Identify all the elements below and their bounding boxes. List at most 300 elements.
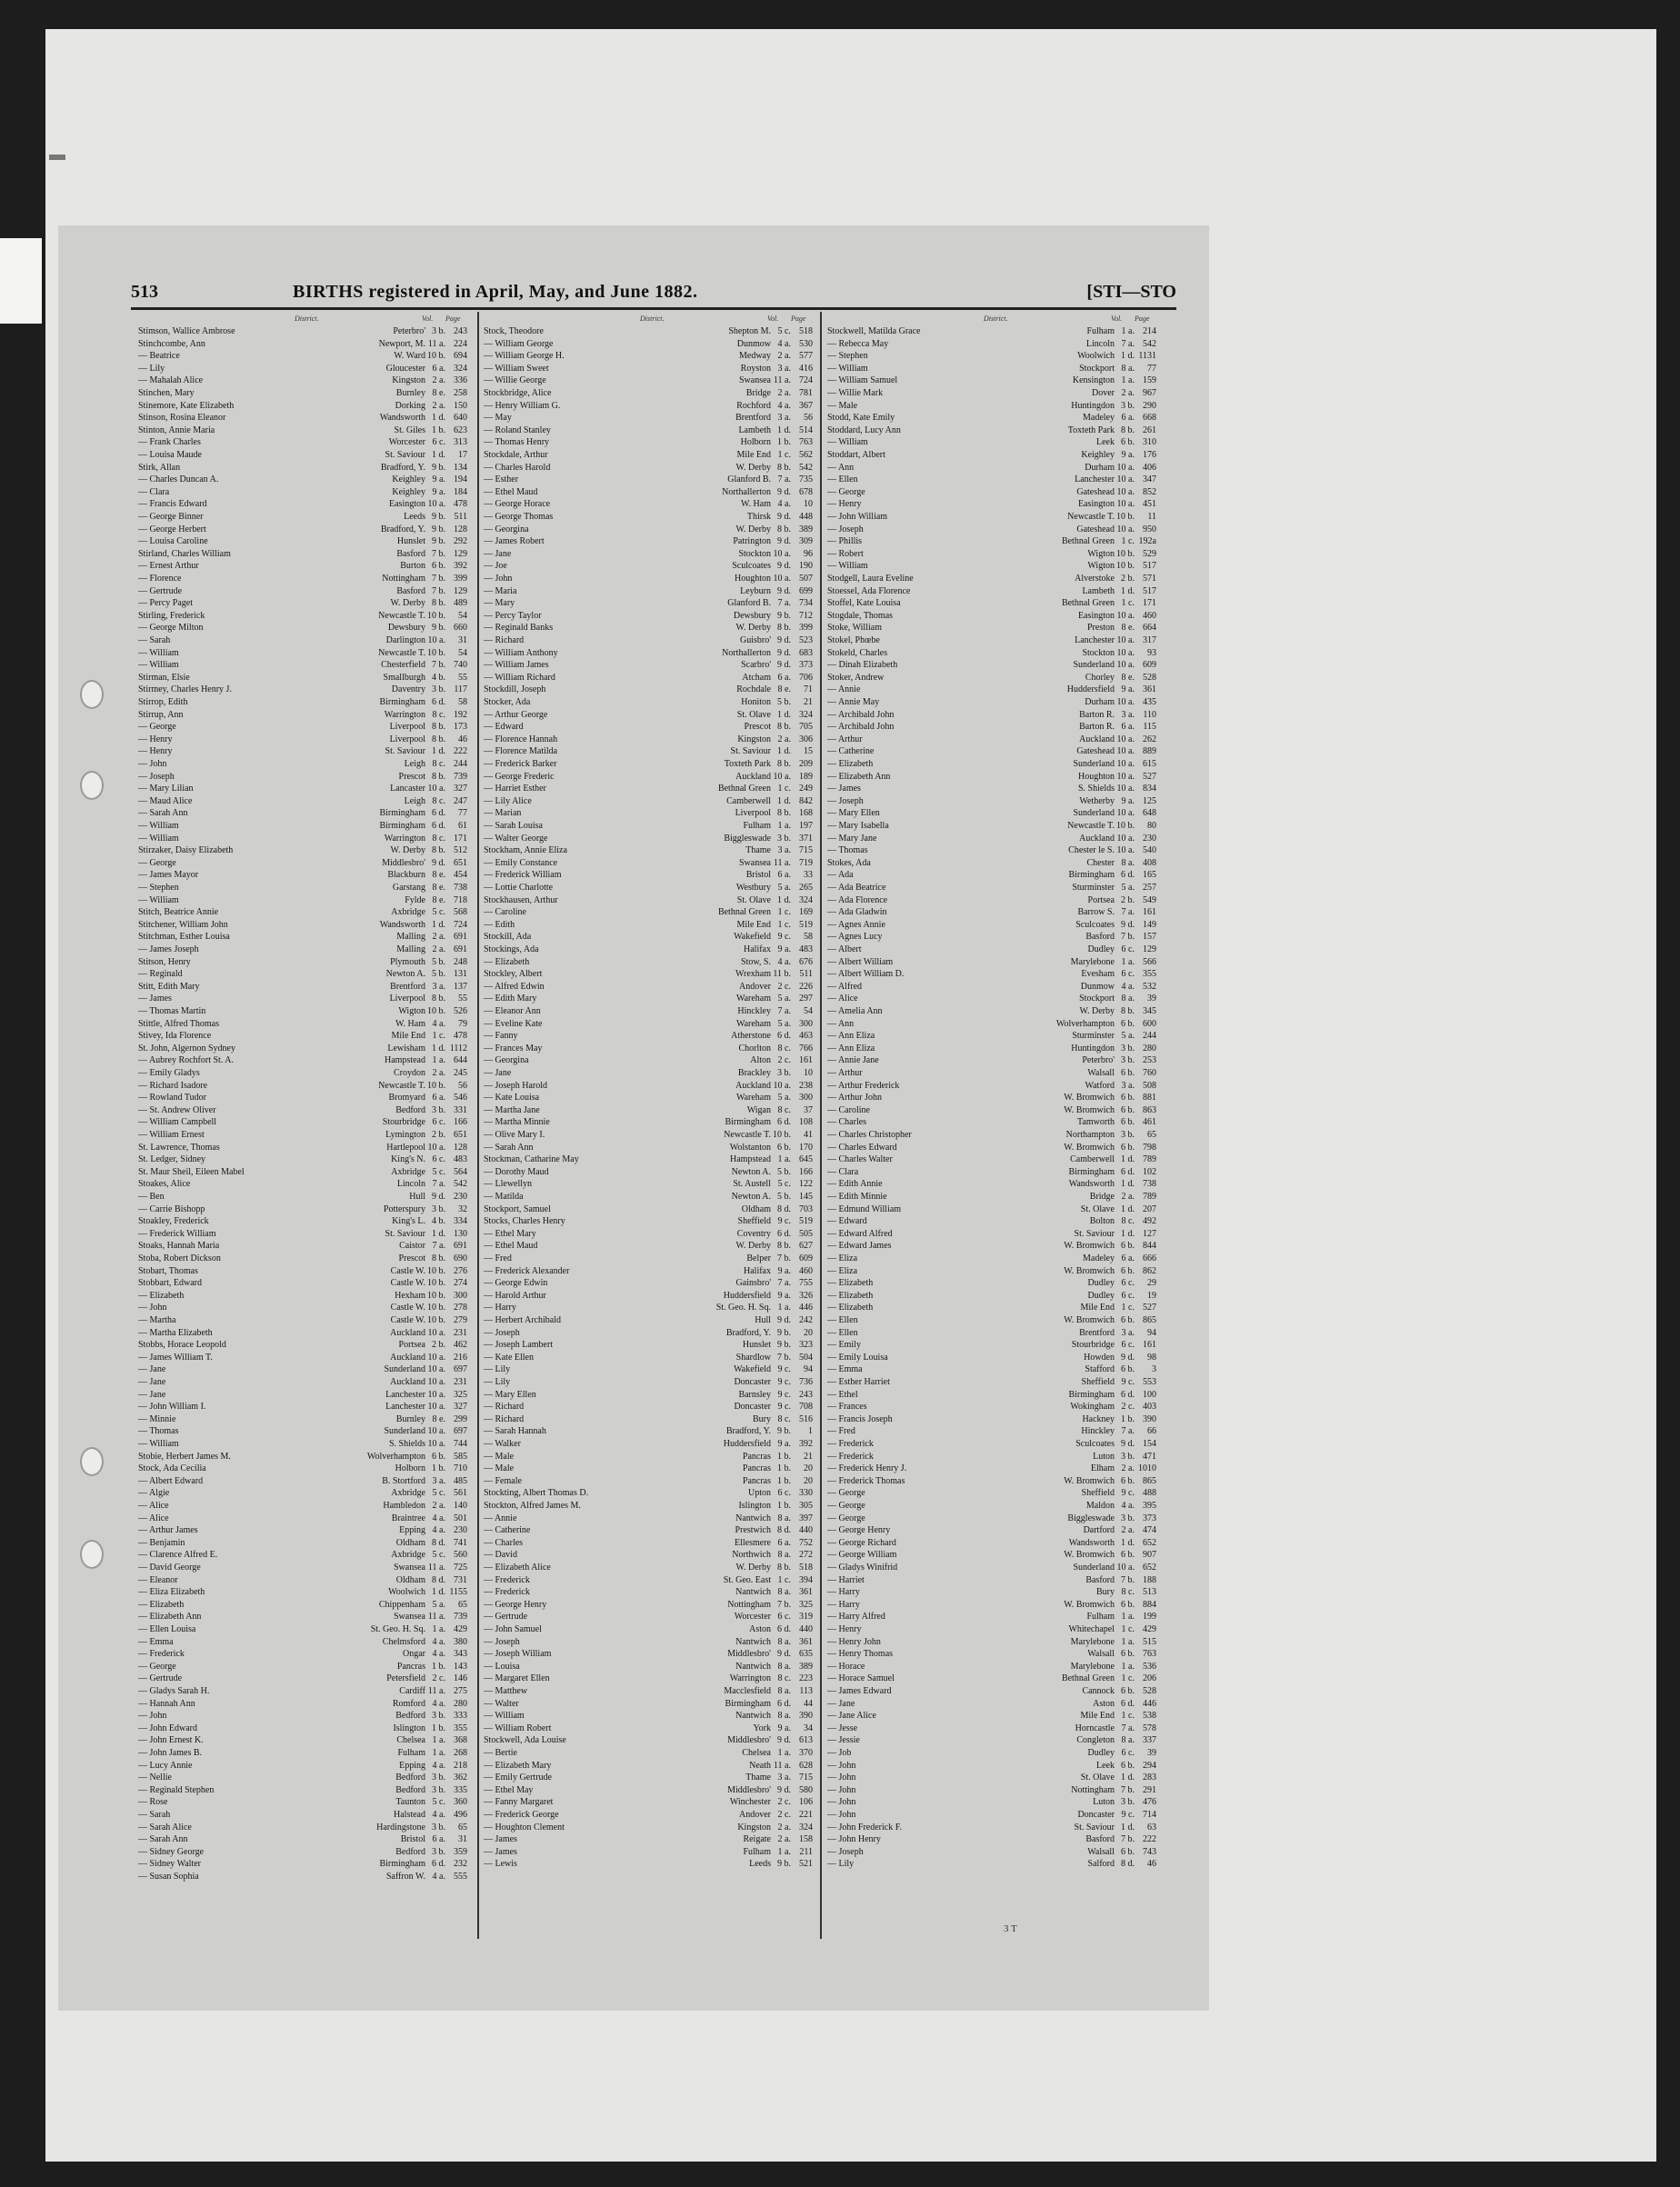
entry-page: 157	[1143, 932, 1156, 943]
entry-district: Chorlton	[738, 1043, 771, 1054]
register-entry	[484, 1537, 813, 1549]
entry-page: 317	[1143, 635, 1156, 645]
entry-district: Huntingdon	[1071, 1043, 1115, 1054]
entry-volume: 3 b.	[432, 1784, 445, 1795]
entry-volume: 9 d.	[777, 1735, 791, 1746]
entry-name: — Carrie Bishopp	[138, 1203, 205, 1214]
entry-volume: 10 a.	[427, 1377, 445, 1387]
entry-volume: 10 a.	[427, 1439, 445, 1449]
entry-page: 106	[799, 1797, 813, 1808]
entry-district: Middlesbro'	[382, 857, 425, 868]
entry-volume: 9 c.	[1121, 1810, 1135, 1820]
entry-volume: 8 b.	[432, 722, 445, 733]
entry-district: Leek	[1096, 1760, 1115, 1771]
entry-district: Newport, M.	[378, 338, 425, 349]
entry-volume: 8 b.	[432, 994, 445, 1004]
entry-district: Biggleswade	[1067, 1513, 1115, 1523]
register-entry	[827, 1363, 1156, 1375]
entry-name: — Ellen	[827, 1327, 858, 1338]
entry-district: Bethnal Green	[717, 784, 771, 794]
entry-district: Tamworth	[1077, 1117, 1115, 1128]
entry-volume: 6 b.	[1121, 1686, 1135, 1696]
entry-name: — Frederick	[827, 1439, 874, 1449]
entry-district: Garstang	[392, 883, 425, 893]
entry-name: — Alfred	[827, 981, 863, 992]
entry-volume: 6 b.	[1121, 1649, 1135, 1660]
register-entry	[138, 1562, 467, 1573]
register-entry	[484, 1005, 813, 1017]
entry-district: Prescot	[398, 1253, 425, 1263]
register-entry	[484, 1648, 813, 1660]
entry-volume: 1 c.	[1121, 1624, 1135, 1634]
register-entry	[484, 1116, 813, 1128]
entry-page: 683	[799, 647, 813, 658]
register-entry	[138, 1809, 467, 1821]
entry-volume: 6 a.	[1121, 722, 1135, 733]
entry-district: W. Derby	[735, 524, 771, 534]
register-entry	[827, 833, 1156, 844]
entry-name: — Annie May	[827, 697, 880, 707]
entry-page: 645	[799, 1154, 813, 1165]
entry-volume: 6 c.	[432, 437, 445, 448]
register-entry	[484, 1228, 813, 1240]
register-entry	[138, 758, 467, 770]
entry-name: — Joseph	[827, 1846, 864, 1857]
entry-page: 253	[1143, 1055, 1156, 1066]
entry-volume: 10 a.	[1116, 660, 1135, 671]
entry-district: Bury	[753, 1413, 771, 1424]
entry-volume: 3 a.	[777, 413, 791, 424]
register-entry	[138, 1352, 467, 1363]
entry-district: Halstead	[394, 1810, 425, 1820]
entry-name: Stoakes, Alice	[138, 1179, 191, 1190]
entry-name: — John William I.	[138, 1402, 206, 1413]
entry-page: 852	[1143, 486, 1156, 497]
entry-volume: 1 a.	[432, 1748, 445, 1758]
entry-name: Stittle, Alfred Thomas	[138, 1018, 219, 1029]
entry-district: Swansea	[739, 375, 771, 386]
register-entry	[484, 1685, 813, 1697]
entry-page: 714	[1143, 1810, 1156, 1820]
register-entry	[138, 1661, 467, 1673]
entry-district: Castle W.	[390, 1303, 425, 1313]
entry-page: 218	[454, 1760, 467, 1771]
entry-page: 640	[454, 413, 467, 424]
entry-name: — Henry William G.	[484, 400, 561, 411]
entry-page: 169	[799, 907, 813, 918]
entry-district: Wandsworth	[1068, 1537, 1115, 1548]
register-entry	[827, 1438, 1156, 1450]
register-entry	[138, 350, 467, 362]
entry-volume: 1 b.	[777, 1463, 791, 1474]
register-entry	[827, 1574, 1156, 1586]
entry-volume: 2 a.	[1121, 1463, 1135, 1474]
entry-page: 46	[458, 734, 467, 744]
entry-page: 55	[458, 994, 467, 1004]
entry-volume: 1 a.	[777, 821, 791, 831]
entry-page: 889	[1143, 746, 1156, 757]
entry-volume: 10 a.	[427, 1327, 445, 1338]
entry-district: Wigton	[398, 1006, 425, 1016]
entry-page: 724	[799, 375, 813, 386]
entry-volume: 6 d.	[432, 821, 445, 831]
entry-name: — Frederick	[484, 1574, 530, 1585]
entry-district: Durham	[1085, 462, 1115, 473]
entry-district: Halifax	[744, 1265, 771, 1276]
entry-volume: 10 a.	[773, 771, 791, 782]
register-entry	[484, 1153, 813, 1165]
entry-page: 542	[799, 462, 813, 473]
entry-page: 706	[799, 672, 813, 683]
register-entry	[484, 931, 813, 943]
entry-district: St. Saviour	[385, 450, 425, 460]
entry-name: — Louisa Caroline	[138, 536, 208, 547]
entry-district: Rochdale	[736, 684, 771, 695]
entry-district: Bradford, Y.	[380, 462, 425, 473]
entry-name: — Frederick George	[484, 1810, 559, 1820]
entry-name: — Beatrice	[138, 351, 180, 362]
entry-volume: 8 e.	[432, 1413, 445, 1424]
entry-volume: 5 a.	[1121, 1031, 1135, 1042]
entry-name: — William	[827, 363, 868, 374]
entry-district: Swansea	[394, 1612, 425, 1623]
entry-name: — Willie Mark	[827, 388, 884, 398]
entry-name: — George	[138, 722, 176, 733]
entry-volume: 3 b.	[777, 1068, 791, 1078]
entry-volume: 6 a.	[1121, 1253, 1135, 1263]
entry-page: 207	[1143, 1203, 1156, 1214]
entry-district: Birmingham	[1068, 1389, 1115, 1400]
register-entry	[827, 1698, 1156, 1710]
entry-page: 865	[1143, 1315, 1156, 1325]
entry-district: Auckland	[390, 1327, 425, 1338]
entry-page: 555	[454, 1872, 467, 1882]
entry-district: Nantwich	[735, 1661, 771, 1672]
entry-page: 408	[1143, 857, 1156, 868]
entry-district: Brentford	[390, 981, 425, 992]
entry-name: — James	[138, 994, 172, 1004]
entry-name: — William George H.	[484, 351, 565, 362]
entry-district: Castle W.	[390, 1278, 425, 1289]
entry-district: Shardlow	[735, 1352, 771, 1363]
entry-district: Newcastle T.	[724, 1130, 771, 1140]
entry-name: — Richard	[484, 635, 525, 645]
entry-volume: 1 d.	[777, 795, 791, 806]
entry-page: 1131	[1138, 351, 1156, 362]
entry-page: 283	[1143, 1773, 1156, 1783]
register-entry	[827, 1513, 1156, 1524]
register-entry	[138, 374, 467, 386]
entry-volume: 6 c.	[777, 1488, 791, 1499]
entry-district: Prescot	[744, 722, 771, 733]
entry-volume: 9 d.	[777, 660, 791, 671]
entry-district: Newcastle T.	[1067, 821, 1115, 831]
register-entry	[138, 424, 467, 436]
entry-volume: 8 a.	[777, 1587, 791, 1598]
register-entry	[138, 931, 467, 943]
entry-page: 736	[799, 1377, 813, 1387]
entry-name: — Eleanor	[138, 1574, 178, 1585]
entry-page: 280	[1143, 1043, 1156, 1054]
register-entry	[484, 1475, 813, 1487]
entry-name: — Robert	[827, 548, 864, 559]
entry-name: — William	[827, 437, 868, 448]
register-entry	[138, 610, 467, 622]
entry-page: 403	[1143, 1402, 1156, 1413]
entry-district: Dudley	[1087, 1748, 1115, 1758]
entry-volume: 8 b.	[777, 1241, 791, 1252]
entry-page: 110	[1143, 709, 1156, 720]
entry-name: Stoke, William	[827, 623, 882, 634]
entry-name: — Joseph William	[484, 1649, 552, 1660]
entry-volume: 2 a.	[1121, 388, 1135, 398]
entry-page: 54	[458, 610, 467, 621]
register-entry	[484, 1673, 813, 1684]
entry-volume: 1 a.	[777, 1748, 791, 1758]
entry-name: — Dinah Elizabeth	[827, 660, 898, 671]
entry-district: Nantwich	[735, 1636, 771, 1647]
entry-page: 392	[799, 1439, 813, 1449]
entry-volume: 9 d.	[777, 512, 791, 522]
entry-district: Sunderland	[384, 1426, 425, 1437]
entry-name: — Edith Annie	[827, 1179, 883, 1190]
entry-name: — Houghton Clement	[484, 1822, 565, 1832]
entry-name: — Percy Paget	[138, 598, 193, 609]
entry-name: — Gladys Sarah H.	[138, 1686, 210, 1696]
register-entry	[827, 535, 1156, 547]
entry-district: Prestwich	[735, 1525, 771, 1536]
entry-name: — Mary Ellen	[827, 808, 880, 819]
entry-page: 244	[1143, 1031, 1156, 1042]
register-entry	[827, 1760, 1156, 1772]
register-entry	[827, 511, 1156, 523]
entry-district: Hunslet	[742, 1340, 771, 1351]
entry-district: Stafford	[1085, 1364, 1115, 1375]
register-entry	[138, 436, 467, 448]
register-entry	[138, 1030, 467, 1042]
entry-volume: 6 b.	[1121, 1142, 1135, 1153]
page-header	[131, 282, 1176, 309]
entry-page: 540	[1143, 845, 1156, 856]
entry-district: Howden	[1084, 1352, 1115, 1363]
entry-name: — Joseph	[484, 1327, 520, 1338]
entry-volume: 8 a.	[777, 1686, 791, 1696]
entry-volume: 10 a.	[427, 499, 445, 510]
entry-name: — Frederick Henry J.	[827, 1463, 907, 1474]
entry-volume: 10 a.	[1116, 734, 1135, 744]
entry-name: — Susan Sophia	[138, 1872, 199, 1882]
entry-page: 648	[1143, 808, 1156, 819]
entry-volume: 9 a.	[777, 1290, 791, 1301]
register-entry	[484, 1215, 813, 1227]
entry-district: Middlesbro'	[727, 1649, 771, 1660]
register-entry	[484, 387, 813, 399]
register-entry	[827, 1487, 1156, 1499]
entry-volume: 9 b.	[432, 512, 445, 522]
entry-page: 448	[799, 512, 813, 522]
entry-volume: 1 c.	[1121, 598, 1135, 609]
entry-page: 56	[458, 1080, 467, 1091]
entry-page: 512	[454, 845, 467, 856]
entry-name: — George Herbert	[138, 524, 206, 534]
register-entry	[138, 919, 467, 931]
entry-name: — Clarence Alfred E.	[138, 1550, 218, 1561]
entry-volume: 6 c.	[1121, 944, 1135, 954]
entry-page: 58	[804, 932, 813, 943]
register-entry	[138, 882, 467, 894]
entry-page: 188	[1143, 1574, 1156, 1585]
register-entry	[484, 734, 813, 745]
entry-district: Stow, S.	[741, 956, 771, 967]
entry-district: Bedford	[395, 1104, 425, 1115]
entry-name: — Bertie	[484, 1748, 517, 1758]
entry-name: — George	[827, 1501, 865, 1511]
register-entry	[138, 1760, 467, 1772]
entry-district: S. Shields	[1077, 784, 1115, 794]
entry-page: 501	[454, 1513, 467, 1523]
entry-district: Hull	[755, 1315, 771, 1325]
entry-volume: 5 c.	[432, 1488, 445, 1499]
entry-name: — Percy Taylor	[484, 610, 542, 621]
entry-page: 10	[804, 499, 813, 510]
register-entry	[484, 1166, 813, 1178]
entry-volume: 8 a.	[1121, 363, 1135, 374]
entry-volume: 6 c.	[432, 1117, 445, 1128]
entry-district: Woolwich	[388, 1587, 425, 1598]
entry-district: Chesterfield	[381, 660, 425, 671]
register-entry	[827, 1648, 1156, 1660]
entry-volume: 7 a.	[432, 1179, 445, 1190]
entry-district: St. Olave	[1080, 1203, 1115, 1214]
entry-volume: 1 b.	[432, 1463, 445, 1474]
entry-volume: 11 a.	[773, 857, 791, 868]
entry-district: Keighley	[1081, 450, 1115, 460]
register-entry	[484, 1562, 813, 1573]
entry-volume: 1 d.	[432, 1043, 445, 1054]
entry-name: St. John, Algernon Sydney	[138, 1043, 235, 1054]
entry-name: — Stephen	[138, 883, 179, 893]
entry-volume: 3 b.	[432, 1203, 445, 1214]
entry-page: 345	[1143, 1006, 1156, 1016]
entry-volume: 3 b.	[432, 684, 445, 695]
entry-district: Atherstone	[731, 1031, 771, 1042]
register-entry	[138, 1005, 467, 1017]
register-entry	[827, 1661, 1156, 1673]
entry-name: — Henry	[827, 1624, 862, 1634]
entry-volume: 9 d.	[777, 585, 791, 596]
entry-volume: 3 a.	[1121, 1327, 1135, 1338]
register-entry	[484, 1142, 813, 1153]
entry-volume: 6 b.	[1121, 1315, 1135, 1325]
entry-volume: 11 a.	[773, 1760, 791, 1771]
entry-page: 94	[1147, 1327, 1156, 1338]
entry-volume: 8 a.	[1121, 994, 1135, 1004]
entry-name: — Herbert Archibald	[484, 1315, 561, 1325]
entry-district: Caistor	[399, 1241, 425, 1252]
entry-page: 325	[799, 1599, 813, 1610]
entry-district: Sheffield	[1081, 1377, 1115, 1387]
entry-name: — John	[138, 1303, 167, 1313]
entry-name: Stinson, Rosina Eleanor	[138, 413, 226, 424]
entry-district: Sturminster	[1072, 1031, 1115, 1042]
register-entry	[827, 820, 1156, 832]
entry-district: Salford	[1087, 1859, 1115, 1870]
register-entry	[827, 882, 1156, 894]
entry-volume: 7 b.	[432, 660, 445, 671]
entry-name: Stoffel, Kate Louisa	[827, 598, 901, 609]
entry-district: Watford	[1085, 1080, 1115, 1091]
entry-page: 166	[799, 1166, 813, 1177]
entry-district: Brentford	[1079, 1327, 1115, 1338]
entry-district: Thame	[745, 1773, 771, 1783]
entry-district: Newcastle T.	[378, 647, 425, 658]
entry-name: — Thomas	[827, 845, 868, 856]
entry-page: 176	[1143, 450, 1156, 460]
register-entry	[138, 1524, 467, 1536]
register-entry	[138, 1240, 467, 1252]
entry-name: — Caroline	[827, 1104, 870, 1115]
entry-name: — Edith	[484, 919, 515, 930]
register-entry	[138, 1314, 467, 1326]
entry-volume: 8 c.	[777, 1104, 791, 1115]
entry-page: 462	[454, 1340, 467, 1351]
entry-page: 705	[799, 722, 813, 733]
entry-name: — Nellie	[138, 1773, 172, 1783]
register-entry	[827, 696, 1156, 708]
entry-volume: 10 a.	[1116, 462, 1135, 473]
entry-volume: 1 d.	[1121, 1537, 1135, 1548]
register-entry	[484, 721, 813, 733]
entry-volume: 1 d.	[432, 1587, 445, 1598]
entry-name: — Agnes Annie	[827, 919, 885, 930]
entry-page: 268	[454, 1748, 467, 1758]
entry-name: — William	[484, 1711, 525, 1722]
entry-district: Huddersfield	[723, 1439, 771, 1449]
entry-volume: 7 b.	[777, 1352, 791, 1363]
entry-name: — David	[484, 1550, 517, 1561]
entry-page: 907	[1143, 1550, 1156, 1561]
entry-name: — Alice	[827, 994, 858, 1004]
entry-volume: 9 b.	[432, 623, 445, 634]
register-entry	[827, 474, 1156, 485]
entry-page: 755	[799, 1278, 813, 1289]
register-entry	[827, 1833, 1156, 1845]
entry-page: 399	[454, 574, 467, 584]
entry-name: — Sidney George	[138, 1846, 205, 1857]
entry-volume: 10 a.	[773, 1080, 791, 1091]
register-entry	[827, 956, 1156, 968]
entry-page: 331	[454, 1104, 467, 1115]
entry-district: Castle W.	[390, 1315, 425, 1325]
entry-volume: 5 b.	[432, 956, 445, 967]
entry-volume: 8 a.	[1121, 1735, 1135, 1746]
register-entry	[138, 1166, 467, 1178]
entry-page: 760	[1143, 1068, 1156, 1078]
register-entry	[138, 833, 467, 844]
entry-district: W. Bromwich	[1064, 1475, 1115, 1486]
entry-district: Mile End	[736, 450, 771, 460]
entry-volume: 7 b.	[777, 1253, 791, 1263]
register-entry	[138, 462, 467, 474]
entry-district: King's N.	[391, 1154, 425, 1165]
entry-page: 190	[799, 561, 813, 572]
entry-page: 735	[799, 474, 813, 485]
entry-name: — Jane	[138, 1377, 166, 1387]
entry-name: — Emily Gladys	[138, 1068, 200, 1078]
entry-page: 549	[1143, 894, 1156, 905]
entry-page: 435	[1143, 697, 1156, 707]
entry-name: Stockley, Albert	[484, 969, 543, 980]
